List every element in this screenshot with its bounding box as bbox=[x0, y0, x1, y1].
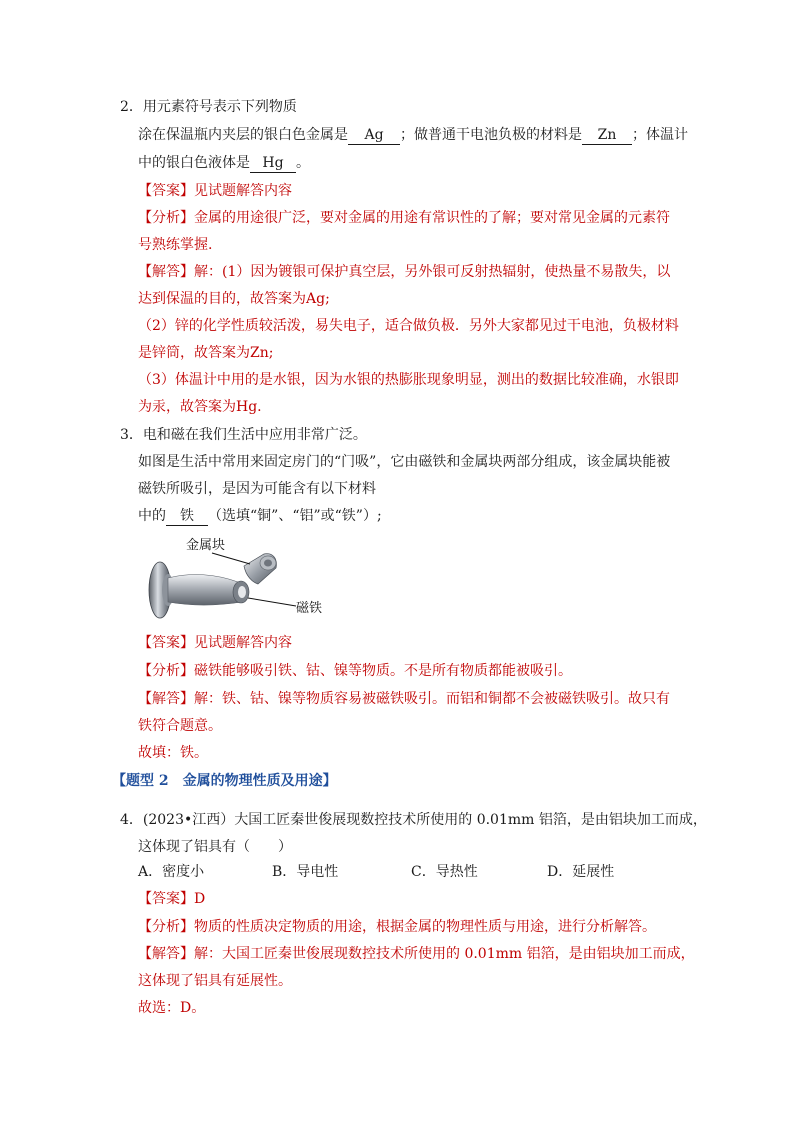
q4-analysis: 【分析】物质的性质决定物质的用途，根据金属的物理性质与用途，进行分析解答。 bbox=[138, 919, 656, 935]
q4-option-b: B．导电性 bbox=[272, 864, 339, 880]
q4-solution-1: 【解答】解：大国工匠秦世俊展现数控技术所使用的 0.01mm 铝箔，是由铝块加工而成， bbox=[138, 946, 695, 962]
q4-option-d: D．延展性 bbox=[547, 864, 615, 880]
q3-analysis: 【分析】磁铁能够吸引铁、钴、镍等物质。不是所有物质都能被吸引。 bbox=[138, 663, 572, 679]
q2-line-2 bbox=[138, 152, 310, 174]
q2-line-1 bbox=[138, 124, 688, 146]
q3-line-2: 磁铁所吸引，是因为可能含有以下材料 bbox=[138, 481, 376, 497]
q2-solution-5: （3）体温计中用的是水银，因为水银的热膨胀现象明显，测出的数据比较准确，水银即 bbox=[138, 372, 679, 388]
q2-text: ；做普通干电池负极的材料是 bbox=[400, 127, 582, 143]
q2-text: 涂在保温瓶内夹层的银白色金属是 bbox=[138, 127, 348, 143]
leader-magnet bbox=[248, 598, 296, 606]
label-metal-block: 金属块 bbox=[186, 538, 226, 553]
q4-stem-1: 4．(2023•江西）大国工匠秦世俊展现数控技术所使用的 0.01mm 铝箔，是由铝块加工而成， bbox=[120, 812, 707, 828]
q2-solution-1: 【解答】解：(1）因为镀银可保护真空层，另外银可反射热辐射，使热量不易散失，以 bbox=[138, 264, 671, 280]
q2-solution-2: 达到保温的目的，故答案为Ag; bbox=[138, 291, 330, 307]
q3-solution-2: 铁符合题意。 bbox=[138, 718, 222, 734]
q2-solution-3: （2）锌的化学性质较活泼，易失电子，适合做负极．另外大家都见过干电池，负极材料 bbox=[138, 318, 679, 334]
q3-answer-blank: 铁 bbox=[166, 507, 208, 526]
q4-solution-3: 故选：D。 bbox=[138, 1000, 206, 1016]
section-title: 【题型 2 金属的物理性质及用途】 bbox=[112, 773, 337, 789]
q2-analysis-2: 号熟练掌握. bbox=[138, 237, 213, 253]
q2-text: ；体温计 bbox=[632, 127, 688, 143]
q4-answer: 【答案】D bbox=[138, 891, 206, 907]
q2-answer: 【答案】见试题解答内容 bbox=[138, 183, 292, 199]
q2-text: 中的银白色液体是 bbox=[138, 155, 250, 171]
q2-solution-4: 是锌筒，故答案为Zn; bbox=[138, 345, 274, 361]
door-stopper-figure bbox=[146, 532, 336, 624]
q4-stem-2: 这体现了铝具有（ ） bbox=[138, 839, 292, 855]
q2-text: 。 bbox=[296, 155, 310, 171]
q3-text: 中的 bbox=[138, 508, 166, 524]
q3-solution-3: 故填：铁。 bbox=[138, 745, 208, 761]
q2-answer-blank-1: Ag bbox=[348, 126, 400, 145]
q3-stem: 3．电和磁在我们生活中应用非常广泛。 bbox=[120, 427, 367, 443]
q3-text: （选填“铜”、“铝”或“铁”）; bbox=[208, 508, 382, 524]
q3-answer: 【答案】见试题解答内容 bbox=[138, 635, 292, 651]
q4-option-c: C．导热性 bbox=[411, 864, 478, 880]
leader-metal-block bbox=[212, 553, 250, 564]
magnet-core bbox=[238, 586, 246, 598]
label-magnet: 磁铁 bbox=[296, 601, 323, 616]
q2-solution-6: 为汞，故答案为Hg. bbox=[138, 399, 262, 415]
q3-line-3 bbox=[138, 505, 382, 527]
q4-solution-2: 这体现了铝具有延展性。 bbox=[138, 973, 292, 989]
q2-analysis-1: 【分析】金属的用途很广泛，要对金属的用途有常识性的了解；要对常见金属的元素符 bbox=[138, 210, 670, 226]
stopper-arm bbox=[168, 575, 242, 605]
q3-line-1: 如图是生活中常用来固定房门的“门吸”，它由磁铁和金属块两部分组成，该金属块能被 bbox=[138, 454, 671, 470]
q2-answer-blank-2: Zn bbox=[582, 126, 632, 145]
q2-stem: 2．用元素符号表示下列物质 bbox=[120, 99, 297, 115]
q4-option-a: A．密度小 bbox=[138, 864, 205, 880]
metal-block-inner bbox=[264, 560, 272, 567]
q3-solution-1: 【解答】解：铁、钴、镍等物质容易被磁铁吸引。而铝和铜都不会被磁铁吸引。故只有 bbox=[138, 691, 670, 707]
q2-answer-blank-3: Hg bbox=[250, 154, 296, 173]
